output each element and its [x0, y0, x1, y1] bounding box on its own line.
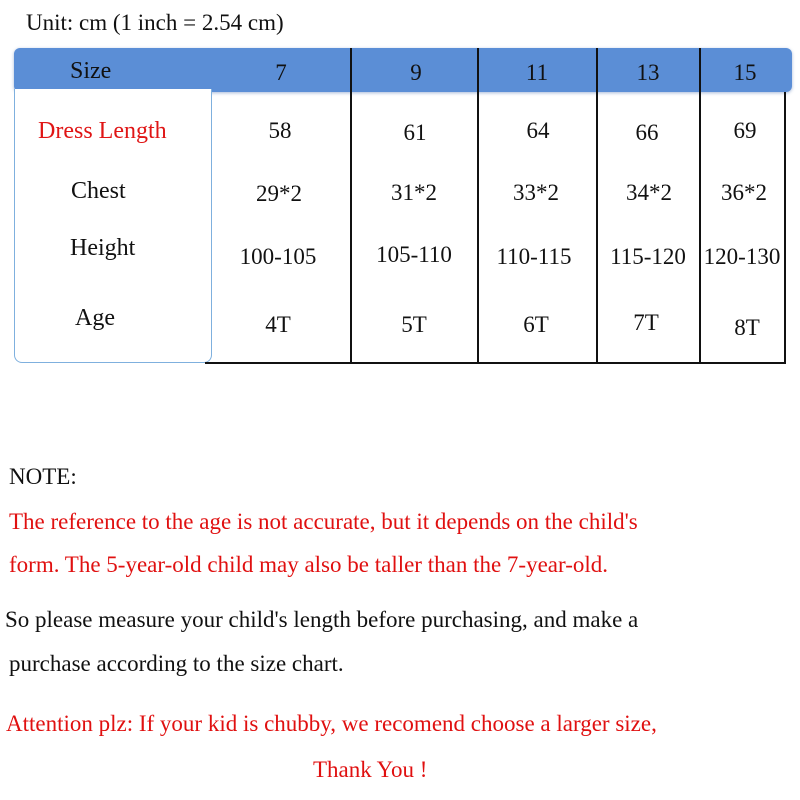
table-header-bar: [14, 48, 792, 92]
size-header-13: 13: [636, 60, 660, 85]
table-cell: 105-110: [376, 242, 452, 267]
table-cell: 4T: [265, 312, 291, 337]
column-divider: [596, 48, 598, 364]
table-cell: 8T: [734, 315, 760, 340]
table-cell: 110-115: [496, 244, 572, 269]
table-cell: 66: [635, 120, 659, 145]
note-line-4: purchase according to the size chart.: [9, 651, 344, 676]
table-cell: 69: [733, 118, 757, 143]
table-cell: 120-130: [703, 244, 781, 269]
attention-line: Attention plz: If your kid is chubby, we recomend choose a larger size,: [6, 711, 657, 736]
note-line-3: So please measure your child's length before purchasing, and make a: [5, 607, 639, 632]
table-cell: 7T: [633, 310, 659, 335]
table-cell: 61: [403, 120, 427, 145]
table-cell: 34*2: [626, 180, 672, 205]
size-header-7: 7: [275, 60, 287, 85]
note-title: NOTE:: [9, 464, 77, 489]
table-cell: 100-105: [239, 244, 317, 269]
size-header-9: 9: [410, 60, 422, 85]
row-label-chest: Chest: [71, 178, 126, 204]
table-cell: 64: [526, 118, 550, 143]
size-header-11: 11: [525, 60, 549, 85]
column-divider: [350, 48, 352, 364]
table-cell: 6T: [523, 312, 549, 337]
column-divider: [477, 48, 479, 364]
column-divider: [699, 48, 701, 364]
row-label-height: Height: [70, 235, 136, 261]
unit-caption: Unit: cm (1 inch = 2.54 cm): [26, 10, 284, 35]
table-cell: 5T: [401, 312, 427, 337]
row-label-age: Age: [75, 305, 115, 331]
table-cell: 115-120: [610, 244, 686, 269]
table-right-border: [784, 92, 786, 364]
thank-you-text: Thank You !: [313, 757, 428, 782]
table-bottom-border: [205, 362, 786, 364]
table-cell: 31*2: [391, 180, 437, 205]
note-red-line-2: form. The 5-year-old child may also be taller than the 7-year-old.: [9, 552, 608, 577]
row-label-dress-length: Dress Length: [38, 118, 167, 144]
note-red-line-1: The reference to the age is not accurate, but it depends on the child's: [9, 509, 638, 534]
size-header-label: Size: [70, 58, 112, 84]
table-cell: 36*2: [721, 180, 767, 205]
table-cell: 29*2: [256, 181, 302, 206]
size-header-15: 15: [733, 60, 757, 85]
table-cell: 33*2: [513, 180, 559, 205]
table-cell: 58: [268, 118, 292, 143]
